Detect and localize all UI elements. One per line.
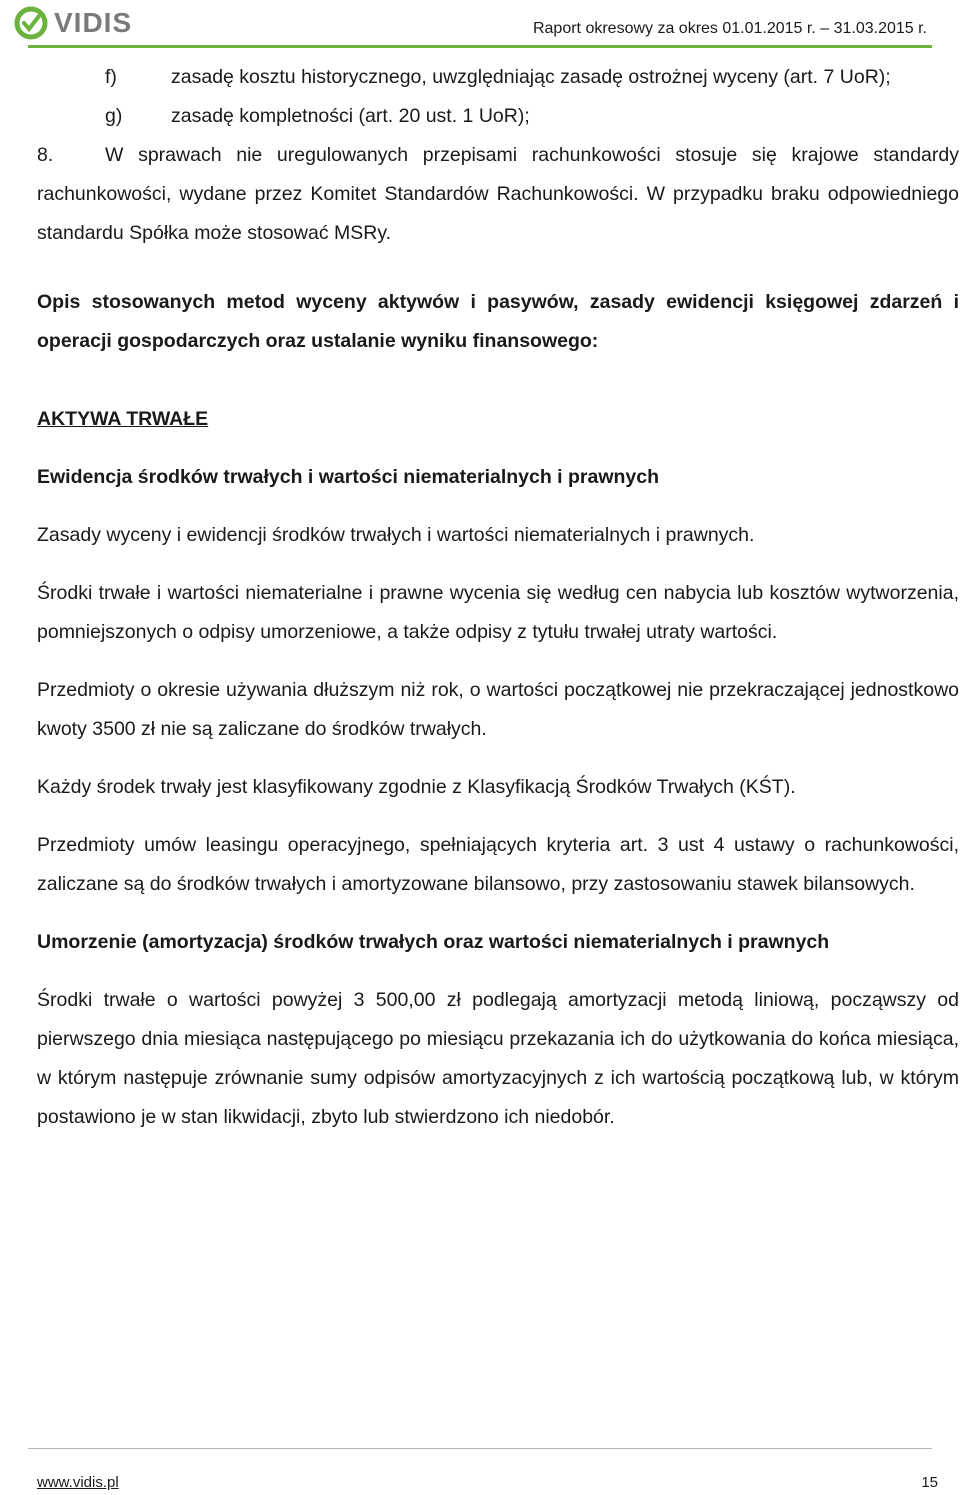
company-logo [14,3,132,43]
list-item-f-text: zasadę kosztu historycznego, uwzględniając zasadę ostrożnej wyceny (art. 7 UoR); [171,66,891,88]
logo-text: VIDIS [54,7,133,38]
page-content [37,58,959,1137]
header-divider [28,45,932,48]
fixed-assets-heading: Ewidencja środków trwałych i wartości niematerialnych i prawnych [37,466,660,488]
section-heading: Opis stosowanych metod wyceny aktywów i pasywów, zasady ewidencji księgowej zdarzeń i operacji gospodarczych oraz ustalanie wyniku finansowego: [37,291,959,352]
list-item-f [37,58,959,97]
page-header [0,0,960,56]
list-item-8 [37,136,959,253]
paragraph-6: Środki trwałe o wartości powyżej 3 500,00 zł podlegają amortyzacji metodą liniową, począwszy od pierwszego dnia miesiąca następującego po miesiącu przekazania ich do użytkowania do końca miesiąca, w którym następuje zrównanie sumy odpisów amortyzacyjnych z ich wartością początkową lub, w którym postawiono je w stan likwidacji, zbyto lub stwierdzono ich niedobór. [37,989,959,1128]
page-number: 15 [921,1474,938,1491]
paragraph-2: Środki trwałe i wartości niematerialne i prawne wycenia się według cen nabycia lub kosztów wytworzenia, pomniejszonych o odpisy umorzeniowe, a także odpisy z tytułu trwałej utraty wartości. [37,582,959,643]
website-link[interactable]: www.vidis.pl [37,1474,119,1491]
depreciation-heading: Umorzenie (amortyzacja) środków trwałych oraz wartości niematerialnych i prawnych [37,931,830,953]
paragraph-5: Przedmioty umów leasingu operacyjnego, spełniających kryteria art. 3 ust 4 ustawy o rachunkowości, zaliczane są do środków trwałych i amortyzowane bilansowo, przy zastosowaniu stawek bilansowych. [37,834,959,895]
paragraph-1: Zasady wyceny i ewidencji środków trwałych i wartości niematerialnych i prawnych. [37,524,755,546]
list-item-f-label: f) [105,66,117,88]
list-item-g-label: g) [105,105,123,127]
paragraph-3: Przedmioty o okresie używania dłuższym niż rok, o wartości początkowej nie przekraczającej jednostkowo kwoty 3500 zł nie są zaliczane do środków trwałych. [37,679,959,740]
list-item-g [37,97,959,136]
list-item-8-text: W sprawach nie uregulowanych przepisami rachunkowości stosuje się krajowe standardy rachunkowości, wydane przez Komitet Standardów Rachunkowości. W przypadku braku odpowiedniego standardu Spółka może stosować MSRy. [37,144,959,244]
footer-divider [28,1448,932,1449]
paragraph-4: Każdy środek trwały jest klasyfikowany zgodnie z Klasyfikacją Środków Trwałych (KŚT). [37,776,796,798]
assets-heading: AKTYWA TRWAŁE [37,408,209,430]
list-item-g-text: zasadę kompletności (art. 20 ust. 1 UoR); [171,105,530,127]
list-item-8-number: 8. [37,144,54,166]
vidis-logo-icon [14,6,48,40]
report-title: Raport okresowy za okres 01.01.2015 r. – 31.03.2015 r. [532,20,927,37]
